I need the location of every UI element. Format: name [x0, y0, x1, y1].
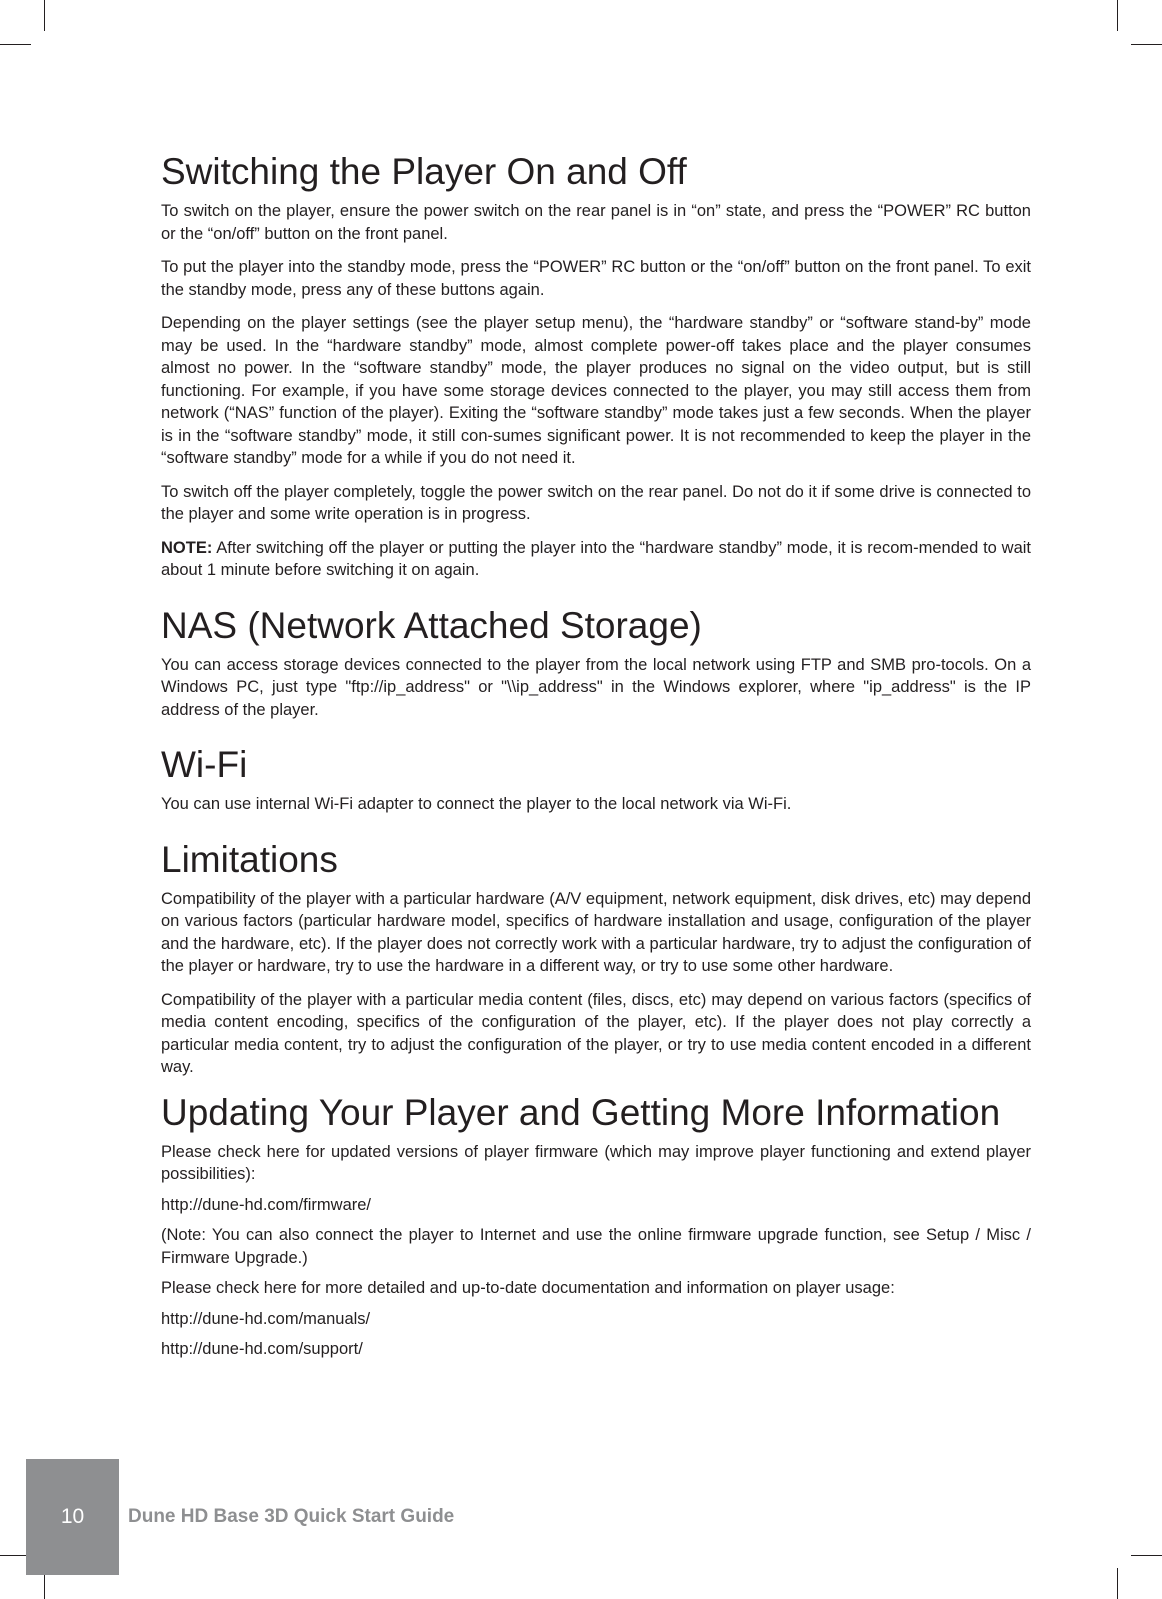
- crop-mark: [1117, 1568, 1118, 1599]
- page-number-box: [26, 1459, 119, 1575]
- section-heading: Switching the Player On and Off: [161, 151, 687, 192]
- paragraph: To switch on the player, ensure the power switch on the rear panel is in “on” state, and press the “POWER” RC button or the “on/off” button on the front panel.: [161, 202, 1031, 243]
- paragraph: Depending on the player settings (see the player setup menu), the “hardware standby” or “software stand-by” mode may be used. In the “hardware standby” mode, almost complete power-off takes place and the player consumes almost no power. In the “software standby” mode, the player produces no signal on the video output, but is still functioning. For example, if you have some storage devices connected to the player, you may still access them from network (“NAS” function of the player). Exiting the “software standby” mode takes just a few seconds. When the player is in the “software standby” mode, it still con-sumes significant power. It is not recommended to keep the player in the “software standby” mode for a while if you do not need it.: [161, 314, 1031, 467]
- support-link: http://dune-hd.com/support/: [161, 1340, 363, 1358]
- crop-mark: [44, 0, 45, 31]
- note-label: NOTE:: [161, 538, 213, 557]
- section-heading: NAS (Network Attached Storage): [161, 604, 702, 646]
- crop-mark: [1131, 44, 1162, 45]
- section-wifi: [161, 743, 1031, 816]
- note-paragraph: [161, 537, 1031, 582]
- paragraph: You can access storage devices connected to the player from the local network using FTP and SMB pro-tocols. On a Windows PC, just type "ftp://ip_address" or "\\ip_address" in the Windows explorer, where "ip_address" is the IP address of the player.: [161, 655, 1031, 719]
- crop-mark: [0, 44, 31, 45]
- manuals-link: http://dune-hd.com/manuals/: [161, 1309, 371, 1328]
- paragraph: Compatibility of the player with a particular media content (files, discs, etc) may depend on various factors (specifics of media content encoding, specifics of the configuration of the player, etc). If the player does not play correctly a particular media content, try to adjust the configuration of the player, or try to use media content encoded in a different way.: [161, 990, 1031, 1076]
- section-heading: Updating Your Player and Getting More Information: [161, 1091, 1001, 1133]
- section-nas: [161, 604, 1031, 722]
- section-heading: Limitations: [161, 838, 338, 880]
- section-heading: Wi-Fi: [161, 744, 248, 785]
- section-power: [161, 150, 1031, 582]
- section-updating: [161, 1091, 1031, 1361]
- paragraph: To switch off the player completely, toggle the power switch on the rear panel. Do not do it if some drive is connected to the player and some write operation is in progress.: [161, 482, 1031, 523]
- paragraph: Please check here for more detailed and up-to-date documentation and information on player usage:: [161, 1279, 895, 1297]
- paragraph: Please check here for updated versions of player firmware (which may improve player functioning and extend player possibilities):: [161, 1142, 1031, 1183]
- section-limitations: [161, 838, 1031, 1079]
- firmware-link: http://dune-hd.com/firmware/: [161, 1195, 372, 1214]
- crop-mark: [1117, 0, 1118, 31]
- paragraph: (Note: You can also connect the player to Internet and use the online firmware upgrade function, see Setup / Misc / Firmware Upgrade.): [161, 1226, 1031, 1267]
- note-text: After switching off the player or putting the player into the “hardware standby” mode, it is recom-mended to wait about 1 minute before switching it on again.: [161, 538, 1031, 579]
- paragraph: You can use internal Wi-Fi adapter to connect the player to the local network via Wi-Fi.: [161, 795, 792, 813]
- paragraph: Compatibility of the player with a particular hardware (A/V equipment, network equipment, disk drives, etc) may depend on various factors (particular hardware model, specifics of hardware installation and usage, configuration of the player and the hardware, etc). If the player does not correctly work with a particular hardware, try to adjust the configuration of the player or hardware, try to use the hardware in a different way, or try to use some other hardware.: [161, 889, 1031, 975]
- crop-mark: [1131, 1555, 1162, 1556]
- page-content: [161, 150, 1031, 1369]
- footer-guide-title: Dune HD Base 3D Quick Start Guide: [128, 1506, 455, 1527]
- page-number: 10: [60, 1505, 85, 1528]
- paragraph: To put the player into the standby mode, press the “POWER” RC button or the “on/off” button on the front panel. To exit the standby mode, press any of these buttons again.: [161, 258, 1031, 299]
